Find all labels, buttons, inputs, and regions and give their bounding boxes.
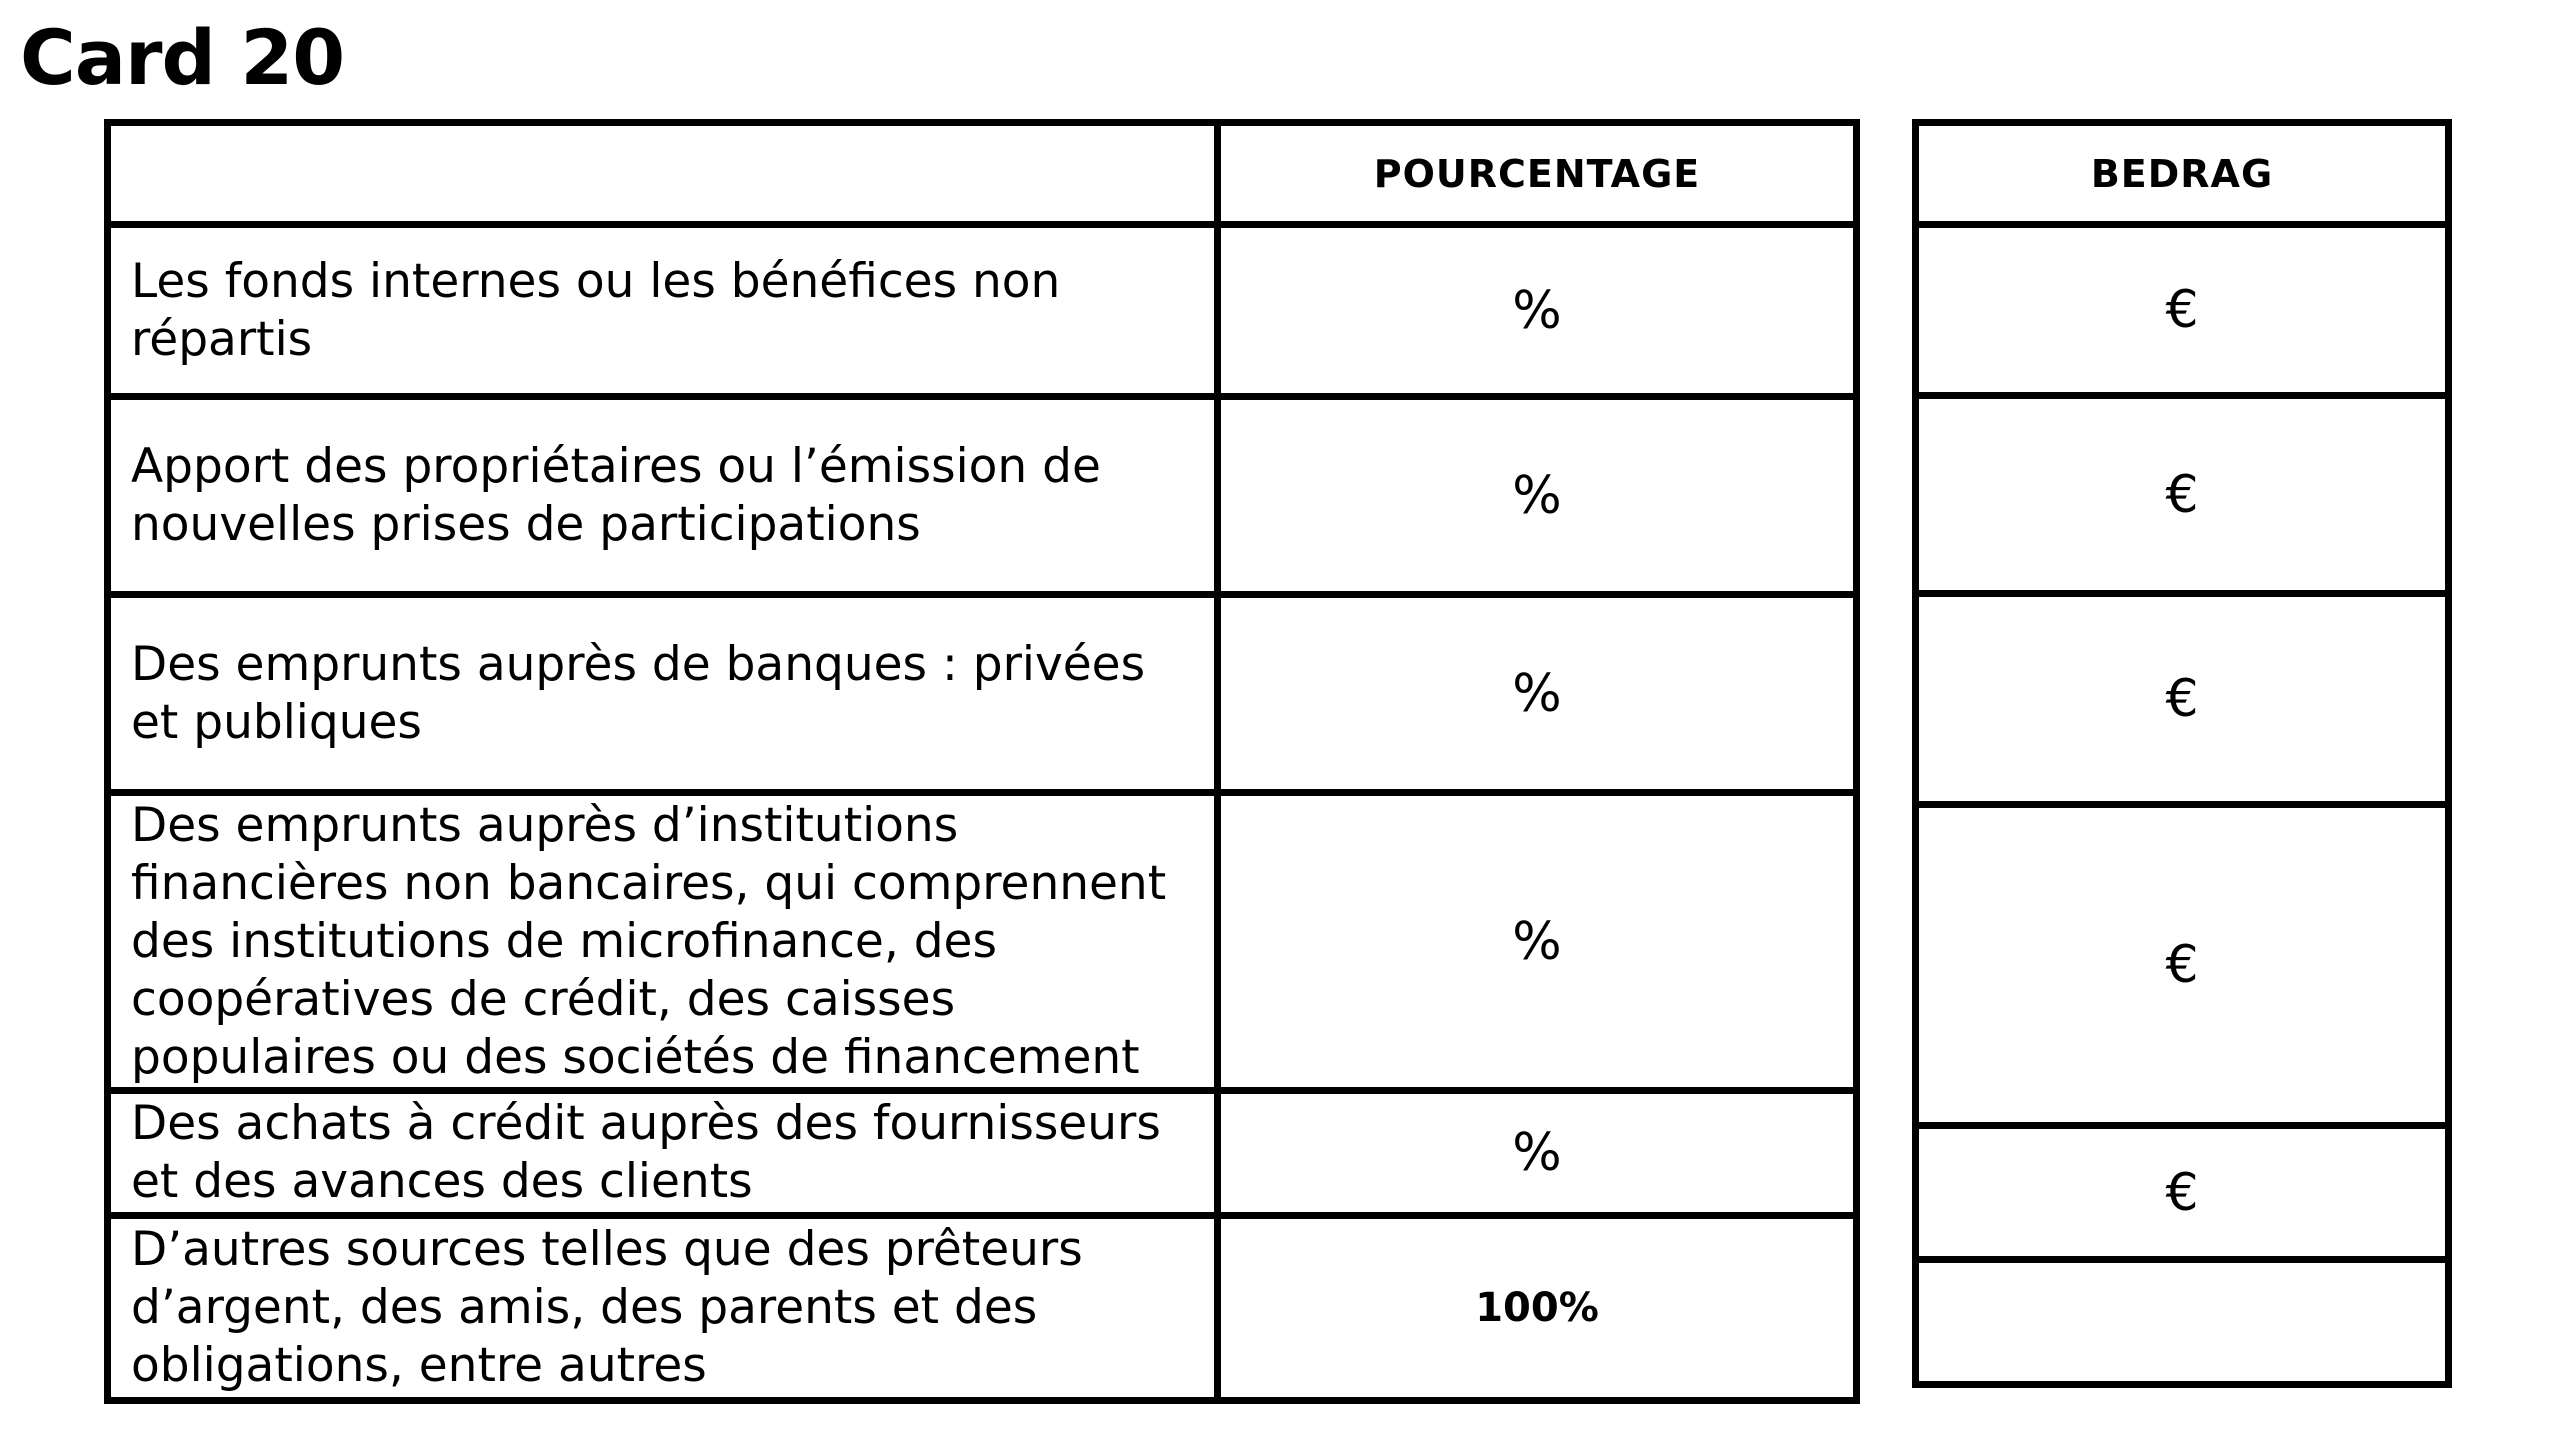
header-percentage: POURCENTAGE bbox=[1218, 123, 1857, 225]
amount-total-cell[interactable] bbox=[1916, 1260, 2449, 1385]
percentage-cell[interactable]: % bbox=[1218, 793, 1857, 1091]
table-row bbox=[1916, 805, 2449, 1126]
percentage-cell[interactable]: % bbox=[1218, 595, 1857, 793]
table-row bbox=[108, 225, 1857, 397]
row-label-internal-funds: Les fonds internes ou les bénéfices non répartis bbox=[108, 225, 1218, 397]
row-label-non-bank-loans: Des emprunts auprès d’institutions financières non bancaires, qui comprennent des institutions de microfinance, des coopératives de crédit, des caisses populaires ou des sociétés de financement bbox=[108, 793, 1218, 1091]
amount-cell[interactable]: € bbox=[1916, 225, 2449, 396]
row-label-trade-credit: Des achats à crédit auprès des fournisseurs et des avances des clients bbox=[108, 1091, 1218, 1216]
table-row bbox=[1916, 1260, 2449, 1385]
percentage-cell[interactable]: % bbox=[1218, 1091, 1857, 1216]
percentage-cell[interactable]: % bbox=[1218, 225, 1857, 397]
header-amount: BEDRAG bbox=[1916, 123, 2449, 225]
amount-header-row bbox=[1916, 123, 2449, 225]
table-row bbox=[108, 397, 1857, 595]
row-label-other-sources: D’autres sources telles que des prêteurs d’argent, des amis, des parents et des obligations, entre autres bbox=[108, 1216, 1218, 1401]
amount-cell[interactable]: € bbox=[1916, 594, 2449, 805]
table-row bbox=[1916, 1126, 2449, 1260]
percentage-cell[interactable]: % bbox=[1218, 397, 1857, 595]
table-row bbox=[1916, 594, 2449, 805]
card-title: Card 20 bbox=[20, 13, 345, 102]
header-empty-cell bbox=[108, 123, 1218, 225]
table-row bbox=[108, 1216, 1857, 1401]
amount-cell[interactable]: € bbox=[1916, 396, 2449, 594]
table-header-row bbox=[108, 123, 1857, 225]
funding-sources-table bbox=[104, 119, 1860, 1404]
table-row bbox=[108, 793, 1857, 1091]
row-label-owner-contribution: Apport des propriétaires ou l’émission de nouvelles prises de participations bbox=[108, 397, 1218, 595]
amount-cell[interactable]: € bbox=[1916, 1126, 2449, 1260]
amount-table bbox=[1912, 119, 2452, 1388]
row-label-bank-loans: Des emprunts auprès de banques : privées et publiques bbox=[108, 595, 1218, 793]
table-row bbox=[108, 595, 1857, 793]
table-row bbox=[1916, 396, 2449, 594]
amount-cell[interactable]: € bbox=[1916, 805, 2449, 1126]
table-row bbox=[108, 1091, 1857, 1216]
table-row bbox=[1916, 225, 2449, 396]
percentage-total-cell: 100% bbox=[1218, 1216, 1857, 1401]
